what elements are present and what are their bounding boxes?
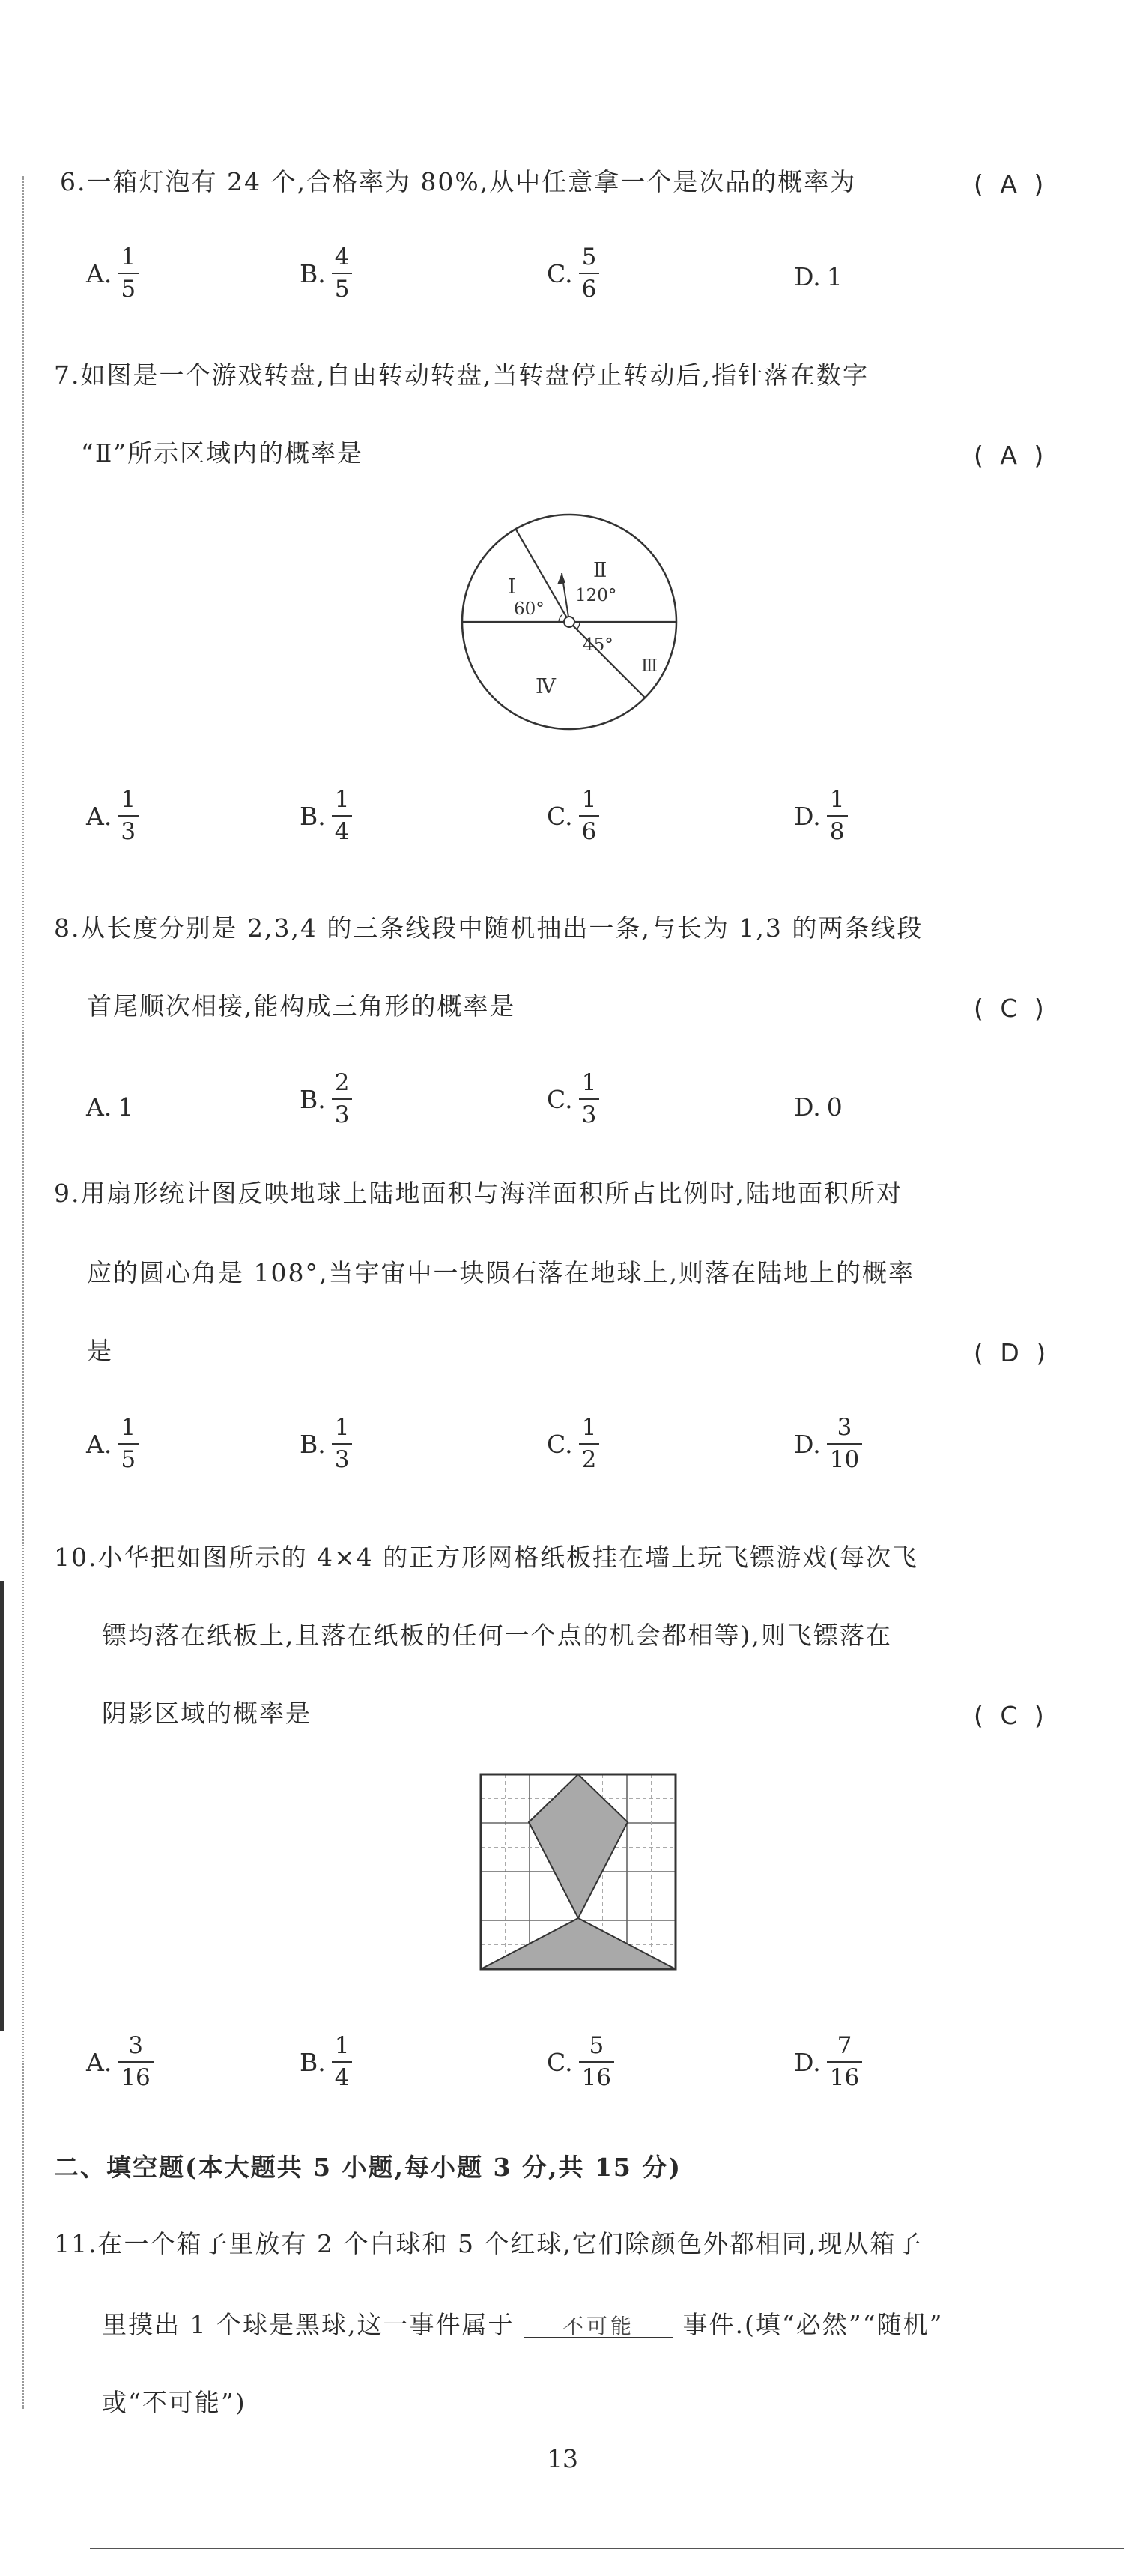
denominator: 2	[579, 1443, 600, 1472]
q10-option-c	[547, 2034, 614, 2090]
fraction	[332, 246, 353, 301]
region-label-2: Ⅱ	[593, 559, 607, 582]
numerator: 1	[334, 1414, 350, 1441]
fraction	[118, 788, 139, 844]
option-label: A.	[86, 1092, 112, 1122]
option-label: C.	[547, 1429, 573, 1459]
q8-option-c	[547, 1071, 599, 1127]
angle-arc	[577, 622, 580, 629]
angle-label-60: 60°	[514, 599, 545, 619]
q7-answer: ( A )	[974, 441, 1049, 470]
denominator: 5	[118, 1443, 139, 1472]
q7-option-d	[794, 788, 848, 844]
fraction	[579, 246, 600, 301]
option-label: D.	[794, 1429, 821, 1459]
q11-text-after-blank: 事件.(填“必然”“随机”	[682, 2310, 944, 2339]
numerator: 1	[121, 244, 136, 270]
option-label: D.	[794, 1092, 821, 1122]
bottom-rule	[90, 2548, 1124, 2549]
q10-answer: ( C )	[974, 1701, 1049, 1730]
pointer-arrow-head	[557, 573, 565, 584]
spinner-center	[564, 617, 574, 627]
option-label: A.	[86, 801, 112, 831]
angle-label-45: 45°	[583, 635, 613, 655]
option-label: A.	[86, 2047, 112, 2077]
option-label: C.	[547, 1084, 573, 1114]
q8-option-b	[300, 1071, 352, 1127]
q10-option-d	[794, 2034, 862, 2090]
region-label-3: Ⅲ	[641, 656, 658, 676]
numerator: 3	[837, 1414, 852, 1441]
q7-line-1: 7.如图是一个游戏转盘,自由转动转盘,当转盘停止转动后,指针落在数字	[54, 360, 869, 390]
q8-line-2: 首尾顺次相接,能构成三角形的概率是	[87, 991, 516, 1021]
fraction	[827, 788, 848, 844]
denominator: 5	[332, 273, 353, 301]
denominator: 4	[332, 815, 353, 844]
q7-option-a	[86, 788, 139, 844]
denominator: 6	[579, 815, 600, 844]
denominator: 6	[579, 273, 600, 301]
q9-line-3: 是	[87, 1336, 113, 1365]
fraction	[332, 1416, 353, 1472]
q8-option-a	[86, 1092, 133, 1122]
numerator: 1	[334, 2032, 350, 2059]
option-label: A.	[86, 258, 112, 288]
option-value: 1	[826, 262, 843, 291]
option-label: B.	[300, 1084, 326, 1114]
numerator: 5	[589, 2032, 604, 2059]
q7-option-b	[300, 788, 352, 844]
angle-arc	[559, 614, 562, 622]
dartboard-grid-figure	[479, 1773, 677, 1971]
page-number: 13	[547, 2444, 578, 2473]
numerator: 1	[121, 786, 136, 813]
q10-option-a	[86, 2034, 154, 2090]
numerator: 1	[581, 1414, 597, 1441]
q9-answer: ( D )	[974, 1338, 1051, 1367]
option-label: B.	[300, 801, 326, 831]
denominator: 8	[827, 815, 848, 844]
option-value: 0	[826, 1092, 843, 1122]
fraction	[332, 788, 353, 844]
option-label: C.	[547, 2047, 573, 2077]
numerator: 1	[581, 1069, 597, 1096]
fraction	[579, 788, 600, 844]
fraction	[118, 246, 139, 301]
option-label: D.	[794, 801, 821, 831]
margin-dotted-line	[22, 176, 24, 2409]
q7-option-c	[547, 788, 599, 844]
option-value: 1	[118, 1092, 134, 1122]
q8-option-d	[794, 1092, 843, 1122]
numerator: 1	[121, 1414, 136, 1441]
denominator: 3	[332, 1443, 353, 1472]
numerator: 3	[128, 2032, 143, 2059]
q6-option-c	[547, 246, 599, 301]
fraction	[332, 1071, 353, 1127]
q6-answer: ( A )	[974, 169, 1049, 199]
denominator: 16	[827, 2061, 862, 2090]
q9-option-a	[86, 1416, 139, 1472]
q11-answer-blank: 不可能	[524, 2316, 673, 2338]
q8-answer: ( C )	[974, 994, 1049, 1023]
scan-edge-mark	[0, 1581, 4, 2031]
q9-line-1: 9.用扇形统计图反映地球上陆地面积与海洋面积所占比例时,陆地面积所对	[54, 1179, 903, 1208]
shaded-kite	[529, 1774, 628, 1918]
numerator: 2	[334, 1069, 350, 1096]
q6-stem: 6.一箱灯泡有 24 个,合格率为 80%,从中任意拿一个是次品的概率为	[60, 167, 857, 196]
spinner-figure	[457, 510, 697, 749]
denominator: 5	[118, 273, 139, 301]
fraction	[579, 2034, 614, 2090]
q11-line-2	[102, 2312, 943, 2338]
shaded-triangle	[481, 1918, 676, 1969]
option-label: C.	[547, 258, 573, 288]
q11-line-3: 或“不可能”)	[102, 2388, 246, 2417]
fraction	[579, 1416, 600, 1472]
q9-option-b	[300, 1416, 352, 1472]
numerator: 1	[334, 786, 350, 813]
numerator: 1	[581, 786, 597, 813]
fraction	[118, 1416, 139, 1472]
option-label: D.	[794, 2047, 821, 2077]
q11-text-before-blank: 里摸出 1 个球是黑球,这一事件属于	[102, 2310, 515, 2339]
option-label: B.	[300, 1429, 326, 1459]
q8-line-1: 8.从长度分别是 2,3,4 的三条线段中随机抽出一条,与长为 1,3 的两条线段	[54, 913, 924, 943]
denominator: 3	[579, 1098, 600, 1127]
numerator: 5	[581, 244, 597, 270]
denominator: 16	[118, 2061, 153, 2090]
q10-option-b	[300, 2034, 352, 2090]
q9-option-d	[794, 1416, 862, 1472]
q7-line-2: “Ⅱ”所示区域内的概率是	[81, 438, 364, 468]
q10-line-3: 阴影区域的概率是	[102, 1699, 312, 1728]
option-label: B.	[300, 258, 326, 288]
fraction	[827, 1416, 862, 1472]
q6-option-d	[794, 262, 843, 291]
q10-line-2: 镖均落在纸板上,且落在纸板的任何一个点的机会都相等),则飞镖落在	[102, 1621, 892, 1650]
region-label-1: Ⅰ	[508, 575, 516, 599]
angle-label-120: 120°	[575, 586, 617, 605]
q9-line-2: 应的圆心角是 108°,当宇宙中一块陨石落在地球上,则落在陆地上的概率	[87, 1258, 915, 1287]
region-label-4: Ⅳ	[536, 675, 556, 698]
denominator: 3	[332, 1098, 353, 1127]
denominator: 10	[827, 1443, 862, 1472]
denominator: 16	[579, 2061, 614, 2090]
option-label: B.	[300, 2047, 326, 2077]
numerator: 1	[829, 786, 845, 813]
q11-line-1: 11.在一个箱子里放有 2 个白球和 5 个红球,它们除颜色外都相同,现从箱子	[54, 2229, 923, 2258]
fraction	[332, 2034, 353, 2090]
denominator: 3	[118, 815, 139, 844]
q9-option-c	[547, 1416, 599, 1472]
q6-option-b	[300, 246, 352, 301]
spinner-radius-line	[569, 622, 645, 698]
denominator: 4	[332, 2061, 353, 2090]
q6-option-a	[86, 246, 139, 301]
fraction	[579, 1071, 600, 1127]
fraction	[827, 2034, 862, 2090]
option-label: A.	[86, 1429, 112, 1459]
numerator: 7	[837, 2032, 852, 2059]
section-2-title: 二、填空题(本大题共 5 小题,每小题 3 分,共 15 分)	[54, 2153, 682, 2182]
numerator: 4	[334, 244, 350, 270]
q10-line-1: 10.小华把如图所示的 4×4 的正方形网格纸板挂在墙上玩飞镖游戏(每次飞	[54, 1543, 918, 1572]
option-label: C.	[547, 801, 573, 831]
fraction	[118, 2034, 153, 2090]
option-label: D.	[794, 262, 821, 291]
